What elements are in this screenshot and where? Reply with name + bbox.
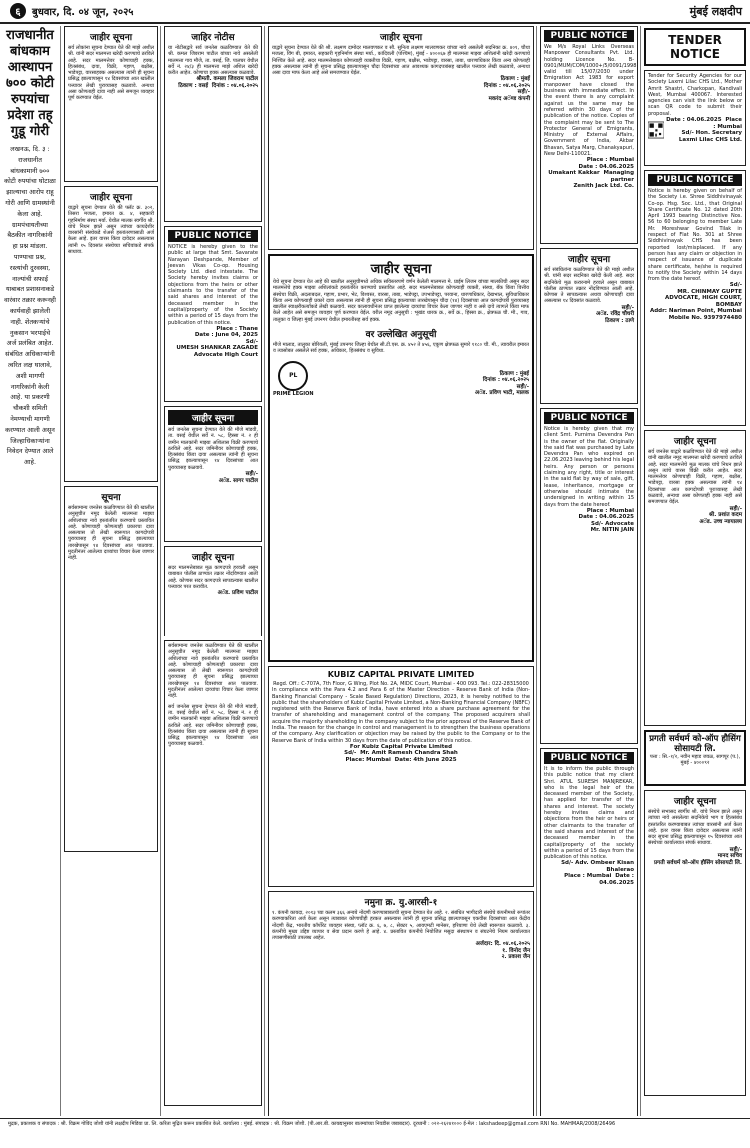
notice-body: याद्वारे सूचना देण्यात येते की श्री. लक्ष्मण दामोदर मालवणकर व सौ. सुनिता लक्ष्मण मालवणकर यांच्या नावे असलेली सदनिका क्र. ४०१, चौथा मजला, विंग बी, इमारत, सहकारी गृहनिर्माण संस्था मर्या., कांदिवली (पश्चिम), मुंबई - ४०००६७ ही मालमत्ता माझ्या अशिलांनी खरेदी करण्याचे निश्चित केले आहे. सदर मालमत्तेबाबत कोणत्याही व्यक्तीचा विक्री, गहाण, बक्षीस, भाडेपट्टा, वारसा, ताबा, धारणाधिकार किंवा अन्य कोणताही हक्क असल्यास त्यांनी ही सूचना प्रसिद्ध झाल्यापासून चौदा दिवसांच्या आत आवश्यक कागदपत्रांसह खालील पत्त्यावर लेखी कळवावे, अन्यथा असा दावा माफ केला आहे असे समजण्यात येईल. — [272, 45, 532, 77]
notice-title: जाहीर सूचना — [379, 33, 423, 43]
notice-signature: For Kubiz Capital Private Limited Sd/- Mr. Amit Ramesh Chandra Shah Place: Mumbai Date: 4th June 2025 — [344, 743, 458, 763]
notice-signature: श्रीमती. कमला जिवराम पाटील ठिकाण : वसई दिनांक : ०४.०६.२०२५ — [178, 76, 258, 89]
prime-legion-logo-icon: PL — [278, 361, 308, 391]
notice-body: Notice is hereby given that my client Smt. Purnima Devendra Pan is the owner of the flat. Originally the said flat was purchased by Late Devendra Pan who expired on 22.06.2023 leaving behind his legal heirs. Any person or persons claiming any right, title or interest in the said flat by way of sale, gift, lease, inheritance, mortgage or otherwise should intimate the undersigned in writing within 15 days from the date hereof. — [544, 426, 636, 508]
society-address: पत्ता : सि.-१/२, नवीन महाड जवळ, सागपूर (प.), मुंबई - ४०००९२ — [649, 754, 741, 766]
schedule-title: वर उल्लेखित अनुसूची — [365, 330, 437, 341]
notice-signature: Sd/- Adv. Ombeer Kisan Bhalerao Place : Mumbai Date : 04.06.2025 — [561, 860, 634, 886]
tender-notice-box — [644, 70, 746, 166]
notice-box — [540, 748, 638, 1116]
footer-imprint: मुद्रक, प्रकाशक व संपादक : श्री. विक्रम गोविंद जोशी यांनी लक्षदीप मिडिया प्रा. लि. करिता मुद्रित करून प्रकाशित केले. कार्यालय : मुंबई. संपादक : श्री. विक्रम जोशी. (पी.आर.बी. कायद्यानुसार बातम्यांच्या निवडीस जबाबदार). दूरध्वनी : ०२२-२६२४१००० ई-मेल : lakshadeep@gmail.com RNI No. MAHMAR/2008/26496 — [0, 1118, 750, 1148]
column-2 — [62, 26, 160, 1116]
tender-footer — [648, 117, 742, 143]
notice-title: जाहीर सूचना — [673, 797, 717, 807]
notice-body: Notice is hereby given on behalf of the Society i.e. Shree Siddhivinayak Co-op. Hsg. Soc. Ltd., that Original Share Certificate No. 12 dated 20th April 1993 bearing Distinctive Nos. 56 to 60 belonging to member Late Mr. Moreshwar Govind Tilak in respect of Flat No. 301 at Shree Siddhivinayak CHS has been reported lost/misplaced. If any person has any claim or objection in respect of issuance of duplicate share certificate, he/she is required to notify the Society within 14 days from the date hereof. — [648, 188, 744, 283]
notice-title: जाहीर सूचना — [567, 255, 611, 265]
column-rule — [264, 26, 265, 1116]
tender-title: TENDER NOTICE — [644, 28, 746, 66]
notice-signature: ठिकाण : मुंबई दिनांक : ०४.०६.२०२५ सही/- मकरंद अॅण्ड कंपनी — [483, 76, 530, 102]
notice-body: सर्व संबंधितांना कळविण्यात येते की माझे अशील श्री. यांनी सदर सदनिका खरेदी केली आहे. सदर सदनिकेचे मूळ करारनामे हरवले असून याबाबत पोलीस ठाण्यात तक्रार नोंदविण्यात आली आहे. कोणास ते सापडल्यास अथवा कोणाचाही दावा असल्यास १४ दिवसांत कळवावे. — [544, 267, 636, 305]
right-column-3 — [642, 26, 748, 1116]
notice-box — [64, 186, 158, 482]
page-number: ६ — [10, 3, 26, 19]
tender-body: Tender for Security Agencies for our Society Laxmi Lilac CHS Ltd., Mother Amrit Shastri, Charkopan, Kandivali West, Mumbai 400067. Interested agencies can visit the link below or scan QR code to submit their proposal. — [648, 73, 744, 117]
notice-box — [64, 486, 158, 852]
tender-signature: Date : 04.06.2025 Place : Mumbai Sd/- Hon. Secretary Laxmi Lilac CHS Ltd. — [666, 117, 742, 143]
notice-box — [268, 26, 534, 250]
qr-code-icon[interactable] — [648, 119, 664, 141]
notice-body: सदर मालमत्तेबाबत मूळ कागदपत्रे हरवली असून याबाबत पोलीस ठाण्यात तक्रार नोंदविण्यात आली आहे. कोणास सदर कागदपत्रे सापडल्यास खालील पत्त्यावर परत करावीत. — [168, 565, 260, 590]
notice-box — [268, 891, 534, 1116]
notice-title: PUBLIC NOTICE — [544, 30, 634, 42]
notice-body: It is to inform the public through this public notice that my client Shri. ATUL SURESH MANJREKAR, who is the legal heir of the deceased member of the Society, has applied for transfer of the shares and interest. The society hereby invites claims and objections from the heir or heirs or other claimants to the transfer of the said shares and interest of the deceased member in the capital/property of the society within a period of 15 days from the publication of this notice. — [544, 766, 636, 861]
column-3-lower — [162, 640, 264, 1115]
dateline: बुधवार, दि. ०४ जून, २०२५ — [32, 7, 134, 18]
notice-title: सूचना — [101, 493, 121, 503]
notice-box — [164, 640, 262, 1106]
notice-body: In compliance with the Para 4.2 and Para 6 of the Master Direction - Reserve Bank of India (Non-Banking Financial Company - Scale Based Regulation) Directions, 2023, it is hereby notified to the public that the shareholders of Kubiz Capital Private Limited, a Non-Banking Financial Company (NBFC) registered with the Reserve Bank of India, have entered into a share purchase agreement for the transfer of shareholding and management control of the company. The proposed acquirers shall acquire the majority shareholding in the company subject to the prior approval of the Reserve Bank of India. The reason for the change in control and management is to strengthen the business operations of the company. Any clarification or objection may be raised by the public to the Company or to the Reserve Bank of India within 30 days from the date of publication of this notice. — [272, 687, 532, 744]
page-header — [0, 0, 750, 24]
left-body: लखनऊ, दि. ३ : राजधानीत बांधकामानी ७०० कोटी रुपयांचा घोटाळा झाल्याचा आरोप राहू गोरी आणि ग्रामस्थांनी केला आहे. ग्रामपंचायतीच्या बैठकीत नागरिकांनी हा प्रश्न मांडला. पाण्याचा प्रश्न, रस्त्यांची दुरवस्था, नाल्यांची सफाई याबाबत प्रशासनाकडे वारंवार तक्रार करूनही कार्यवाही झालेली नाही. शेतकऱ्यांचे नुकसान भरपाईचे अर्ज प्रलंबित आहेत. संबंधित अधिकाऱ्यांनी त्वरित लक्ष घालावे, अशी मागणी नागरिकांनी केली आहे. या प्रकरणी चौकशी समिती नेमण्याची मागणी करण्यात आली असून जिल्हाधिकाऱ्यांना निवेदन देण्यात आले आहे. — [4, 145, 59, 467]
notice-title: जाहिर नोटीस — [191, 33, 235, 43]
notice-title: जाहीर सूचना — [89, 33, 133, 43]
notice-body: या नोटीसद्वारे सर्व जनतेस कळविण्यात येते की श्री. कमल जिवराम पाटील यांच्या नावे असलेली मालमत्ता गाव मौजे, ता. वसई, जि. पालघर येथील सर्वे नं. २४/३ ही मालमत्ता माझे अशिल खरेदी करीत आहेत. कोणाचा हक्क असल्यास कळवावे. — [168, 45, 260, 77]
notice-body: सर्व लोकांना सूचना देण्यात येते की माझे अशील श्री. यांनी सदर मालमत्ता खरेदी करण्याचे ठरविले आहे. सदर मालमत्तेवर कोणाचाही हक्क, हितसंबंध, दावा, विक्री, गहाण, बक्षीस, भाडेपट्टा, वारसाहक्क असल्यास त्यांनी ही सूचना प्रसिद्ध झाल्यापासून १४ दिवसांच्या आत खालील पत्त्यावर लेखी पुराव्यासह कळवावे. अन्यथा असा कोणताही दावा नाही असे समजून व्यवहार पूर्ण करण्यात येईल. — [68, 45, 156, 102]
notice-signature: Sd/- MR. CHINMAY GUPTE ADVOCATE, HIGH COURT, BOMBAY Addr: Nariman Point, Mumbai Mobile No. 9397974480 — [649, 282, 742, 321]
notice-signature: सही/- मानद सचिव प्रगती सर्वधर्म को-ऑप हौसिंग सोसायटी लि. — [654, 846, 742, 866]
notice-box — [540, 408, 638, 744]
notice-title: PUBLIC NOTICE — [648, 174, 742, 186]
brand-block — [273, 361, 314, 397]
notice-body: सर्वसामान्य जनतेस कळविण्यात येते की खालील अनुसूचीत नमूद केलेली मालमत्ता माझ्या अशिलांच्या नावे हस्तांतरित करण्याचे प्रस्तावित आहे. कोणाचाही कोणत्याही प्रकारचा दावा असल्यास तो लेखी स्वरूपात कागदोपत्री पुराव्यासह ही सूचना प्रसिद्ध झाल्याच्या तारखेपासून १४ दिवसांच्या आत पाठवावा. मुदतीनंतर आलेल्या दाव्यांचा विचार केला जाणार नाही. — [168, 643, 260, 700]
notice-body: संस्थेचे सभासद स्वर्गीय श्री. यांचे निधन झाले असून त्यांच्या नावे असलेल्या सदनिकेचे भाग व हितसंबंध हस्तांतरित करण्याबाबत त्यांच्या वारसांनी अर्ज केला आहे. इतर वारस किंवा दावेदार असल्यास त्यांनी सदर सूचना प्रसिद्ध झाल्यापासून १५ दिवसांच्या आत संस्थेच्या कार्यालयात संपर्क साधावा. — [648, 809, 744, 847]
notice-signature: ठिकाण : मुंबई दिनांक : ०४.०६.२०२५ सही/- अॅड. प्रविण भाटी, मालक — [474, 370, 529, 397]
notice-title: PUBLIC NOTICE — [544, 412, 634, 424]
notice-box — [540, 26, 638, 244]
left-news-column — [0, 26, 60, 1116]
column-rule — [640, 26, 641, 1116]
notice-title: जाहीर सूचना — [191, 553, 235, 563]
notice-body: सर्व जनतेस सूचना देण्यात येते की मौजे मांडवी, ता. वसई येथील सर्वे नं. ५८, हिस्सा नं. २ ही जमीन मालकांनी माझ्या अशिलास विक्री करण्याचे ठरविले आहे. सदर जमिनीवर कोणाचाही हक्क, हितसंबंध किंवा दावा असल्यास त्यांनी ही सूचना प्रसिद्ध झाल्यापासून १४ दिवसांच्या आत पुराव्यासह कळवावे. — [168, 703, 260, 748]
notice-signature: अर्जदार: दि. ०४.०६.२०२५ १. विनोद जैन २. प्रकाश जैन — [475, 941, 530, 961]
notice-signature: अॅड. प्रविण पाटील — [217, 590, 258, 597]
right-column-1 — [538, 26, 640, 1116]
notice-title: जाहीर सूचना — [673, 437, 717, 447]
column-rule — [60, 26, 61, 1116]
society-name: प्रगती सर्वधर्म को-ऑप हौसिंग सोसायटी लि. — [649, 734, 741, 754]
notice-body: NOTICE is hereby given to the public at large that Smt. Savarate Narayan Deshpande, Member of Jeevan Vikas Co-op. Housing Society Ltd. died intestate. The Society hereby invites claims or objections from the heirs or other claimants to the transfer of the said shares and interest of the deceased member in the capital/property of the Society within a period of 15 days from the publication of this notice. — [168, 244, 260, 326]
masthead: मुंबई लक्षदीप — [689, 5, 742, 18]
notice-body: सर्व जनतेस सूचना देण्यात येते की मौजे मांडवी, ता. वसई येथील सर्वे नं. ५८, हिस्सा नं. २ ही जमीन मालकांनी माझ्या अशिलास विक्री करण्याचे ठरविले आहे. सदर जमिनीवर कोणाचाही हक्क, हितसंबंध किंवा दावा असल्यास त्यांनी ही सूचना प्रसिद्ध झाल्यापासून १४ दिवसांच्या आत पुराव्यासह कळवावे. — [168, 427, 260, 471]
notice-title: PUBLIC NOTICE — [544, 752, 634, 764]
notice-box — [540, 248, 638, 404]
notice-body: सर्वसामान्य जनतेस कळविण्यात येते की खालील अनुसूचीत नमूद केलेली मालमत्ता माझ्या अशिलांच्या नावे हस्तांतरित करण्याचे प्रस्तावित आहे. कोणाचाही कोणत्याही प्रकारचा दावा असल्यास तो लेखी स्वरूपात कागदोपत्री पुराव्यासह ही सूचना प्रसिद्ध झाल्याच्या तारखेपासून १४ दिवसांच्या आत पाठवावा. मुदतीनंतर आलेल्या दाव्यांचा विचार केला जाणार नाही. — [68, 505, 156, 562]
notice-subtitle: Regd. Off.: C-707A, 7th Floor, G Wing, Plot No. 2A, MIDC Court, Mumbai - 400 093. Tel.: 022-28315000 — [273, 681, 529, 687]
notice-footer — [273, 361, 529, 397]
notice-signature: सही/- श्री. प्रशांत कदम अॅड. उच्च न्यायालय — [699, 505, 742, 525]
notice-title: जाहीर सूचना — [89, 193, 133, 203]
center-column — [266, 26, 536, 1116]
notice-signature: Place : Mumbai Date : 04.06.2025 Sd/- Advocate Mr. NITIN JAIN — [578, 507, 634, 534]
society-ad-box — [644, 730, 746, 786]
notice-box — [164, 406, 262, 542]
notice-signature: सही/- अॅड. रविंद्र चौधरी ठिकाण : ठाणे — [596, 304, 634, 324]
notice-box — [64, 26, 158, 182]
notice-body: १. कंपनी कायदा, २०१३ च्या कलम ३६६ अन्वये नोंदणी करण्याबाबतची सूचना देण्यात येत आहे. २. संबंधित भागीदारी संस्थेचे कंपनीमध्ये रूपांतर करण्याकरिता अर्ज केला असून त्याबाबत कोणाचीही हरकत असल्यास त्यांनी ही सूचना प्रसिद्ध झाल्यापासून एकवीस दिवसांच्या आत केंद्रीय नोंदणी केंद्र, भारतीय कॉर्पोरेट व्यवहार संस्था, प्लॉट क्र. ६, ७, ८, सेक्टर ५, आयएमटी मानेसर, हरियाणा येथे लेखी स्वरूपात कळवावे. ३. कंपनीचे मुख्य उद्दिष्ट व्यापार व सेवा प्रदान करणे हे आहे. ४. प्रस्तावित कंपनीचे नियोजित मसुदा संस्थापन व संघटनेचे नियम कार्यालयात तपासणीसाठी उपलब्ध आहेत. — [272, 910, 532, 942]
notice-box — [164, 226, 262, 402]
column-rule — [160, 26, 161, 1116]
notice-body: येथे सूचना देण्यात येत आहे की खालील अनुसूचीमध्ये अधिक सविस्तरपणे वर्णन केलेली मालमत्ता मे. प्राईम लिजन यांच्या मालकीची असून सदर मालमत्तेचे हक्क माझ्या अशिलांकडे हस्तांतरित करण्याचे प्रस्तावित आहे. सदर मालमत्तेबाबत कोणत्याही व्यक्ती, संस्था, बँक किंवा वित्तीय संस्थेचा विक्री, अदलाबदल, गहाण, प्रभार, भेट, विश्वस्त, वारसा, ताबा, भाडेपट्टा, उपभाडेपट्टा, परवाना, धारणाधिकार, देखभाल, सुविधाधिकार किंवा अन्य कोणत्याही प्रकारे दावा असल्यास त्यांनी ही सूचना प्रसिद्ध झाल्याच्या तारखेपासून चौदा (१४) दिवसांच्या आत कागदोपत्री पुराव्यासह खालील स्वाक्षरीकर्त्यांकडे लेखी कळवावे. सदर कालावधीनंतर प्राप्त झालेल्या दाव्यांचा विचार केला जाणार नाही व असे दावे त्यागले किंवा माफ केले आहेत असे समजून व्यवहार पूर्ण करण्यात येईल. वरील नमूद अनुसूची : भूखंड धारक क्र., सर्वे क्र., हिस्सा क्र., क्षेत्रफळ चौ. मी., गाव, तालुका व जिल्हा मुंबई उपनगर येथील इमारतीसह सर्व हक्क. — [273, 279, 531, 323]
notice-box — [164, 26, 262, 222]
notice-signature: सही/- अॅड. सागर पाटील — [218, 471, 258, 484]
notice-title: KUBIZ CAPITAL PRIVATE LIMITED — [327, 670, 475, 679]
notice-body: We M/s Royal Links Overseas Manpower Consultants Pvt. Ltd. holding Licence No. B-0901/MUM/COM/1000+/5/0091/1998 valid till 15/07/2030 under Emigration Act 1983 for export manpower have closed the business with immediate effect. In the event there is any complaint against us the same may be referred within 30 days of the publication of the notice. Copies of the complaint may be sent to The Protector General of Emigrants, Ministry of External Affairs, Government of India, Akbar Bhavan, Satya Marg, Chanakyapuri, New Delhi-110021. — [544, 44, 638, 158]
notice-box — [164, 546, 262, 636]
notice-box — [268, 666, 534, 887]
notice-signature: Place : Mumbai Date : 04.06.2025 Umakant Kakkar Managing partner Zenith Jack Ltd. Co. — [548, 157, 634, 190]
notice-box — [268, 254, 534, 662]
notice-box — [644, 170, 746, 426]
notice-title: जाहीर सूचना — [168, 410, 258, 425]
notice-title: जाहीर सूचना — [370, 262, 432, 277]
column-rule — [536, 26, 537, 1116]
brand-name: PRIME LEGION — [273, 390, 314, 397]
notice-title: नमुना क्र. यु.आरसी-१ — [364, 898, 438, 908]
notice-box — [644, 430, 746, 726]
column-3 — [162, 26, 264, 636]
left-headline: राजधानीत बांधकाम आस्थापन ७०० कोटी रुपयांचा प्रदेशा तह् गुडू गोरी — [5, 28, 55, 139]
notice-body: याद्वारे सूचना देण्यात येते की फ्लॅट क्र. ३०२, तिसरा मजला, इमारत क्र. ४, सहकारी गृहनिर्माण संस्था मर्या. येथील मालक स्वर्गीय श्री. यांचे निधन झाले असून त्यांच्या कायदेशीर वारसांनी संस्थेकडे शेअर्स हस्तांतरणासाठी अर्ज केला आहे. इतर वारस किंवा दावेदार असल्यास त्यांनी १५ दिवसांत संस्थेच्या सचिवांकडे संपर्क साधावा. — [68, 205, 156, 256]
notice-signature: Place : Thane Date : June 04, 2025 Sd/- UMESH SHANKAR ZAGADE Advocate High Court — [176, 325, 258, 358]
schedule-body: मौजे मालाड, तालुका बोरिवली, मुंबई उपनगर जिल्हा येथील सी.टी.एस. क्र. ४५२ ते ४५६, एकूण क्षेत्रफळ सुमारे ११८० चौ. मी., त्यावरील इमारत व त्यासोबत असलेले सर्व हक्क, अधिकार, हितसंबंध व सुविधा. — [273, 342, 531, 355]
notice-title: PUBLIC NOTICE — [168, 230, 258, 242]
notice-body: सर्व जनतेस याद्वारे कळविण्यात येते की माझे अशील यांनी खालील नमूद मालमत्ता खरेदी करण्याचे ठरविले आहे. सदर मालमत्तेचे मूळ मालक यांचे निधन झाले असून त्यांचे वारस विक्री करीत आहेत. सदर मालमत्तेवर कोणाचाही विक्री, गहाण, बक्षीस, भाडेपट्टा, वारसा हक्क असल्यास त्यांनी १४ दिवसांच्या आत कागदोपत्री पुराव्यासह लेखी कळवावे, अन्यथा असा कोणताही हक्क नाही असे समजण्यात येईल. — [648, 449, 744, 506]
notice-box — [644, 790, 746, 1096]
